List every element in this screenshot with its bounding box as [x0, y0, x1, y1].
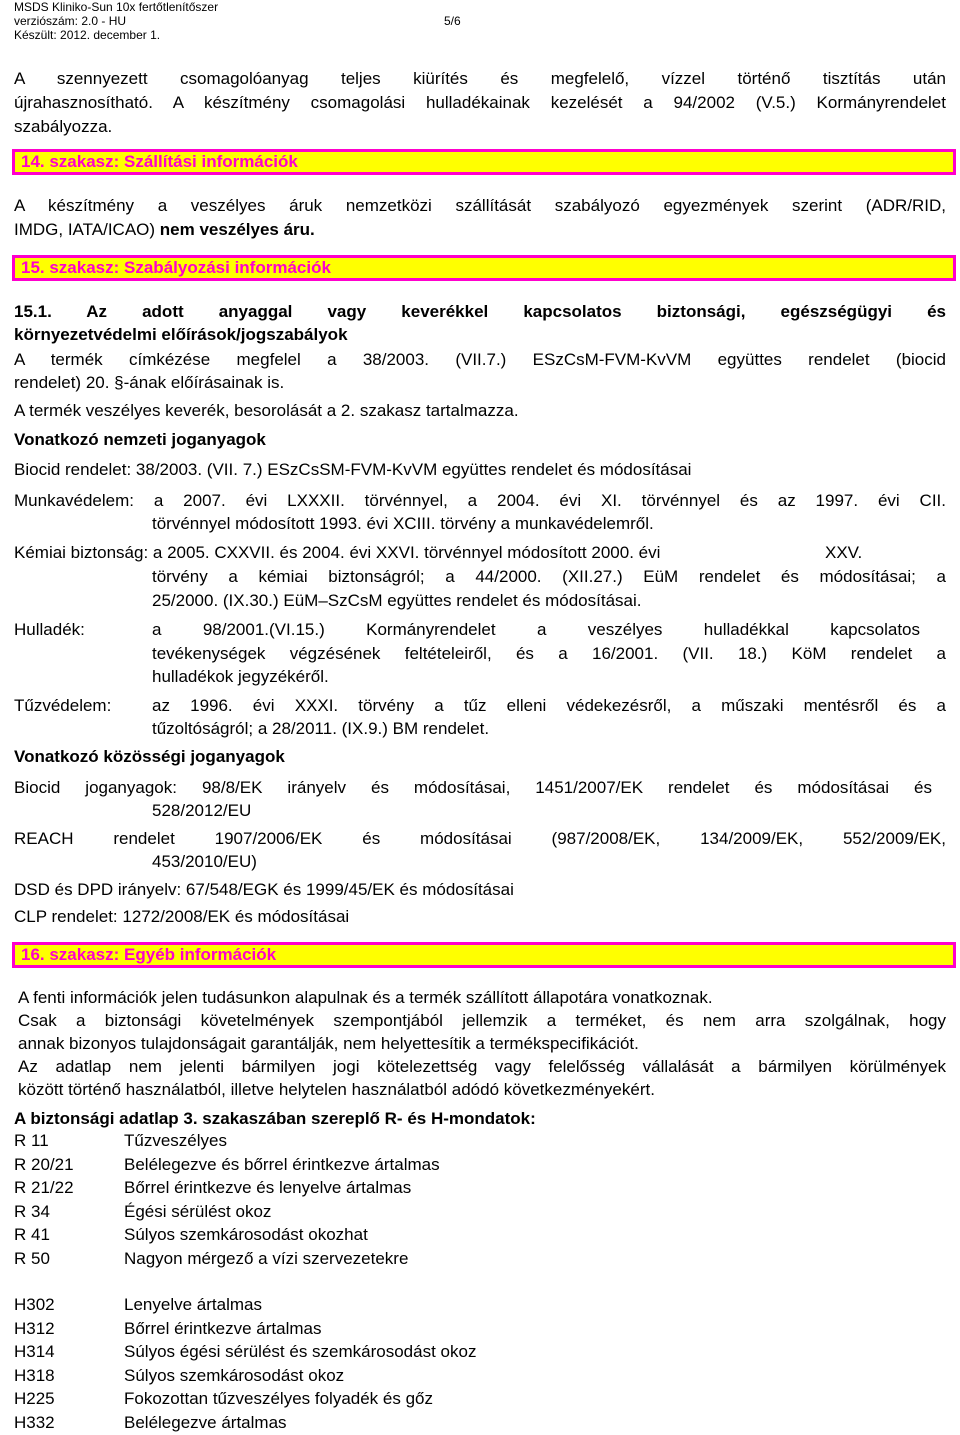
doc-header-title: MSDS Kliniko-Sun 10x fertőtlenítőszer — [14, 0, 219, 14]
tuzvedelem-line-1: az 1996. évi XXXI. törvény a tűz elleni védekezésről, a műszaki mentésről és a — [152, 696, 946, 715]
page-number: 5/6 — [444, 14, 461, 28]
munkavedelem-line-1: Munkavédelem: a 2007. évi LXXXII. törvénnyel, a 2004. évi XI. törvénnyel és az 1997. évi CII. — [14, 491, 946, 510]
h-phrase-text: Fokozottan tűzveszélyes folyadék és gőz — [124, 1389, 433, 1408]
s16-line-4: Az adatlap nem jelenti bármilyen jogi kötelezettség vagy felelősség vállalását a bármilyen körülmények — [18, 1057, 946, 1076]
eu-reach-line-1: REACH rendelet 1907/2006/EK és módosításai (987/2008/EK, 134/2009/EK, 552/2009/EK, — [14, 829, 946, 848]
r-phrase-code: R 11 — [14, 1131, 49, 1150]
h-phrase-code: H225 — [14, 1389, 55, 1408]
phrases-heading: A biztonsági adatlap 3. szakaszában szereplő R- és H-mondatok: — [14, 1109, 536, 1128]
eu-biocid-line-2: 528/2012/EU — [152, 801, 252, 820]
h-phrase-code: H314 — [14, 1342, 55, 1361]
hulladek-label: Hulladék: — [14, 620, 85, 639]
section-14-heading: 14. szakasz: Szállítási információk — [12, 149, 956, 175]
r-phrase-code: R 50 — [14, 1248, 50, 1268]
munkavedelem-line-2: törvénnyel módosított 1993. évi XCIII. törvény a munkavédelemről. — [152, 514, 654, 533]
s15-p2: A termék veszélyes keverék, besorolását a 2. szakasz tartalmazza. — [14, 401, 519, 420]
h-phrase-text: Súlyos égési sérülést és szemkárosodást okoz — [124, 1342, 477, 1361]
kemiai-line-2: törvény a kémiai biztonságról; a 44/2000. (XII.27.) EüM rendelet és módosításai; a — [152, 567, 946, 586]
h-phrase-code: H302 — [14, 1295, 55, 1314]
r-phrase-code: R 41 — [14, 1225, 50, 1244]
r-phrase-text: Súlyos szemkárosodást okozhat — [124, 1225, 368, 1244]
eu-clp: CLP rendelet: 1272/2008/EK és módosításai — [14, 907, 350, 926]
section-16-heading: 16. szakasz: Egyéb információk — [12, 942, 956, 968]
eu-law-heading: Vonatkozó közösségi joganyagok — [14, 747, 285, 766]
r-phrase-code: R 34 — [14, 1201, 50, 1221]
intro-line-2: újrahasznosítható. A készítmény csomagolási hulladékainak kezelését a 94/2002 (V.5.) Kormányrendelet — [14, 93, 946, 112]
biocid-regulation: Biocid rendelet: 38/2003. (VII. 7.) ESzCsSM-FVM-KvVM együttes rendelet és módosításai — [14, 460, 692, 479]
s15-sub-heading-1: 15.1. Az adott anyaggal vagy keverékkel kapcsolatos biztonsági, egészségügyi és — [14, 302, 946, 321]
r-phrase-text: Nagyon mérgező a vízi szervezetekre — [124, 1248, 409, 1268]
tuzvedelem-line-2: tűzoltóságról; a 28/2011. (IX.9.) BM rendelet. — [152, 719, 490, 738]
r-phrase-text: Égési sérülést okoz — [124, 1201, 272, 1221]
eu-biocid-line-1: Biocid joganyagok: 98/8/EK irányelv és módosításai, 1451/2007/EK rendelet és módosításai és — [14, 778, 932, 797]
s16-line-2: Csak a biztonsági követelmények szempontjából jellemzik a terméket, és nem arra szolgálnak, hogy — [18, 1011, 946, 1030]
r-phrase-code: R 20/21 — [14, 1154, 74, 1174]
tuzvedelem-label: Tűzvédelem: — [14, 696, 112, 715]
s14-not-dangerous: nem veszélyes áru. — [159, 220, 315, 239]
s15-sub-heading-2: környezetvédelmi előírások/jogszabályok — [14, 325, 348, 344]
h-phrase-text: Lenyelve ártalmas — [124, 1295, 262, 1314]
section-15-heading: 15. szakasz: Szabályozási információk — [12, 255, 956, 281]
r-phrase-text: Tűzveszélyes — [124, 1131, 227, 1150]
hulladek-line-2: tevékenységek végzésének feltételeiről, és a 16/2001. (VII. 18.) KöM rendelet a — [152, 644, 946, 663]
h-phrase-text: Súlyos szemkárosodást okoz — [124, 1365, 345, 1385]
kemiai-line-3: 25/2000. (IX.30.) EüM–SzCsM együttes rendelet és módosításai. — [152, 591, 642, 610]
s15-p1-line-2: rendelet) 20. §-ának előírásainak is. — [14, 373, 285, 392]
s14-line-2 — [14, 219, 315, 241]
s16-line-3: annak bizonyos tulajdonságait garantálják, nem helyettesítik a termékspecifikációt. — [18, 1034, 639, 1053]
doc-header-date: Készült: 2012. december 1. — [14, 28, 161, 42]
s14-line-1: A készítmény a veszélyes áruk nemzetközi szállítását szabályozó egyezmények szerint (ADR/RID, — [14, 196, 946, 215]
intro-line-3: szabályozza. — [14, 117, 113, 136]
h-phrase-text: Bőrrel érintkezve ártalmas — [124, 1318, 322, 1338]
h-phrase-code: H318 — [14, 1365, 55, 1385]
intro-line-1: A szennyezett csomagolóanyag teljes kiürítés és megfelelő, vízzel történő tisztítás után — [14, 69, 946, 88]
r-phrase-text: Belélegezve és bőrrel érintkezve ártalmas — [124, 1154, 440, 1174]
s14-line-2-text: IMDG, IATA/ICAO) — [14, 220, 156, 239]
kemiai-line-1: Kémiai biztonság: a 2005. CXXVII. és 2004. évi XXVI. törvénnyel módosított 2000. évi — [14, 543, 661, 562]
national-law-heading: Vonatkozó nemzeti joganyagok — [14, 430, 266, 449]
r-phrase-code: R 21/22 — [14, 1178, 74, 1197]
h-phrase-text: Belélegezve ártalmas — [124, 1412, 287, 1432]
h-phrase-code: H332 — [14, 1412, 55, 1432]
s15-p1-line-1: A termék címkézése megfelel a 38/2003. (VII.7.) ESzCsM-FVM-KvVM együttes rendelet (biocid — [14, 350, 946, 369]
h-phrase-code: H312 — [14, 1318, 55, 1338]
s16-line-1: A fenti információk jelen tudásunkon alapulnak és a termék szállított állapotára vonatkoznak. — [18, 988, 713, 1007]
hulladek-line-3: hulladékok jegyzékéről. — [152, 667, 329, 686]
eu-dsd-dpd: DSD és DPD irányelv: 67/548/EGK és 1999/45/EK és módosításai — [14, 880, 514, 899]
eu-reach-line-2: 453/2010/EU) — [152, 852, 257, 871]
r-phrase-text: Bőrrel érintkezve és lenyelve ártalmas — [124, 1178, 412, 1197]
kemiai-line-1-end: XXV. — [825, 543, 863, 562]
s16-line-5: között történő használatból, illetve helytelen használatból adódó következményekért. — [18, 1080, 655, 1099]
doc-header-version: verziószám: 2.0 - HU — [14, 14, 127, 28]
hulladek-line-1: a 98/2001.(VI.15.) Kormányrendelet a veszélyes hulladékkal kapcsolatos — [152, 620, 920, 639]
